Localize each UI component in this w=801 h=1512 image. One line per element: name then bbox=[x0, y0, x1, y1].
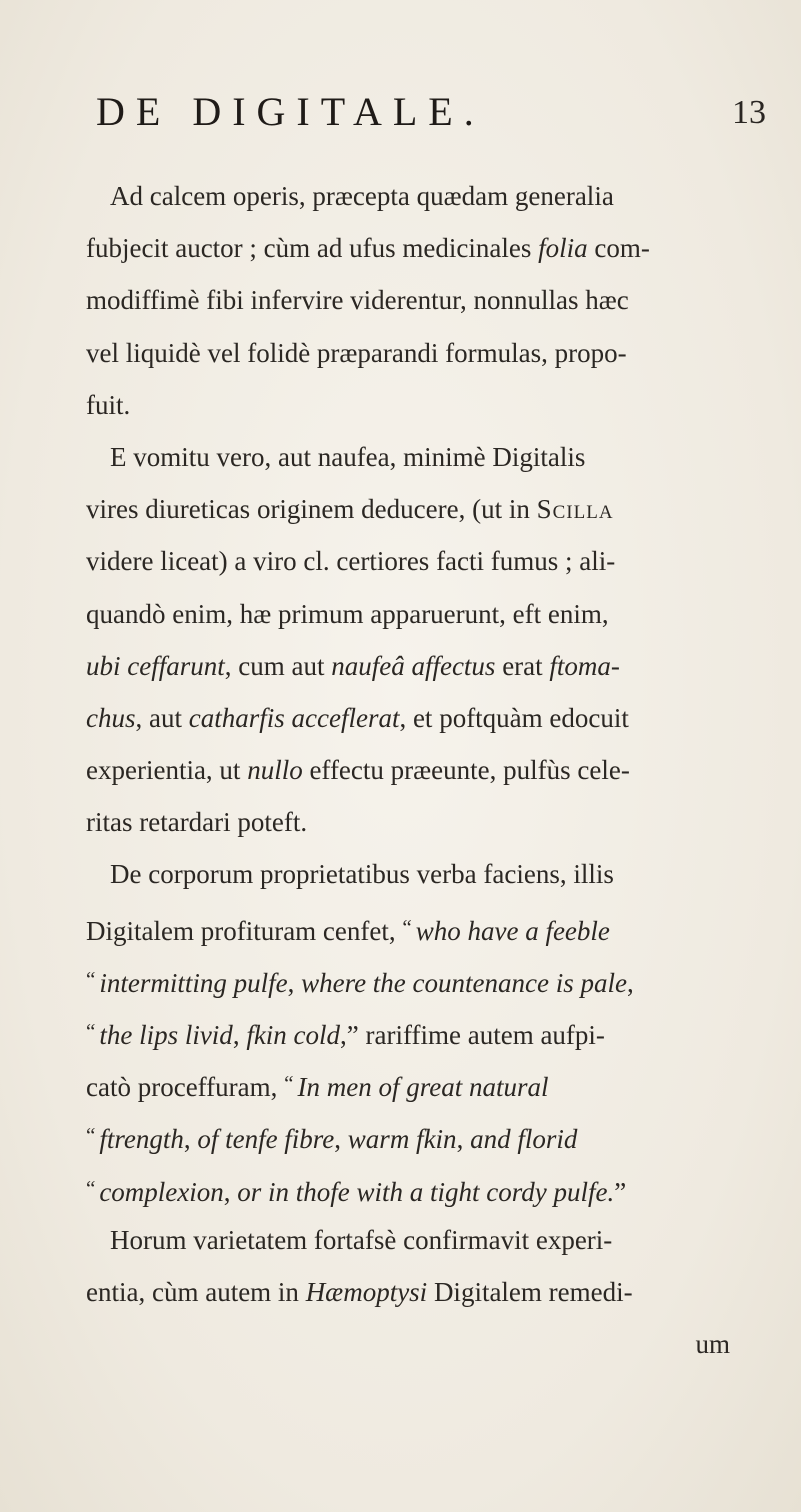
text-run: fuit. bbox=[86, 389, 131, 420]
italic-run: the lips livid bbox=[99, 1020, 233, 1050]
text-line bbox=[86, 222, 770, 274]
text-run: experientia, ut bbox=[86, 755, 248, 786]
text-run: , bbox=[334, 1124, 348, 1155]
text-line bbox=[86, 379, 770, 431]
italic-run: naufeâ affectus bbox=[331, 650, 496, 681]
text-run: De corporum proprietatibus verba faciens, illis bbox=[110, 859, 614, 890]
italic-run: catharfis acceflerat bbox=[188, 702, 400, 733]
text-run: , bbox=[232, 1020, 247, 1050]
text-run: Digitalem profituram cenfet, bbox=[86, 915, 403, 946]
text-run: , bbox=[223, 1176, 238, 1207]
text-run: ” bbox=[614, 1176, 627, 1207]
text-line bbox=[86, 274, 770, 326]
text-line bbox=[86, 744, 770, 796]
quote-mark: “ bbox=[86, 966, 96, 991]
page-number: 13 bbox=[732, 94, 766, 131]
italic-run: folia bbox=[538, 233, 588, 264]
running-head-title: DE DIGITALE. bbox=[96, 89, 485, 134]
text-run: quandò enim, hæ primum apparuerunt, eft enim, bbox=[86, 598, 609, 629]
italic-run: chus bbox=[86, 702, 136, 733]
text-run: erat bbox=[495, 650, 550, 681]
italic-run: intermitting pulfe bbox=[99, 967, 288, 998]
text-run: Horum varietatem fortafsè confirmavit experi- bbox=[110, 1224, 613, 1255]
text-line bbox=[110, 1318, 770, 1370]
text-run: , cum aut bbox=[224, 650, 332, 681]
text-line bbox=[110, 431, 770, 483]
text-run: um bbox=[695, 1329, 730, 1360]
text-run: com- bbox=[587, 233, 650, 264]
text-line bbox=[86, 692, 770, 744]
text-run: E vomitu vero, aut naufea, minimè Digitalis bbox=[110, 441, 586, 472]
text-run: entia, cùm autem in bbox=[86, 1276, 306, 1307]
text-run: Ad calcem operis, præcepta quædam generalia bbox=[110, 181, 614, 211]
text-line bbox=[86, 1162, 770, 1214]
text-run: videre liceat) a viro cl. certiores facti fumus ; ali- bbox=[86, 546, 616, 577]
text-run: Scilla bbox=[536, 494, 614, 525]
text-line bbox=[86, 1109, 770, 1161]
text-line bbox=[86, 535, 770, 587]
italic-run: and florid bbox=[470, 1124, 578, 1155]
italic-run: warm fkin bbox=[347, 1124, 457, 1155]
text-run: catò proceffuram, bbox=[86, 1072, 285, 1103]
italic-run: ubi ceffarunt bbox=[86, 650, 225, 681]
text-line bbox=[86, 483, 770, 535]
italic-run: complexion bbox=[99, 1176, 224, 1207]
quote-mark: “ bbox=[86, 1175, 96, 1200]
text-run: vel liquidè vel folidè præparandi formulas, propo- bbox=[86, 337, 627, 368]
text-run: ,” rariffime autem aufpi- bbox=[340, 1020, 605, 1050]
italic-run: fkin cold bbox=[246, 1020, 341, 1050]
text-run: , bbox=[456, 1124, 471, 1155]
italic-run: nullo bbox=[247, 755, 303, 786]
text-run: , bbox=[287, 967, 302, 998]
text-run: , et poftquàm edocuit bbox=[399, 702, 629, 733]
italic-run: ftoma- bbox=[549, 650, 620, 681]
text-line bbox=[86, 588, 770, 640]
italic-run: ftrength bbox=[99, 1124, 184, 1155]
text-line bbox=[86, 1005, 770, 1057]
text-run: effectu præeunte, pulfùs cele- bbox=[302, 755, 630, 786]
text-line bbox=[86, 796, 770, 848]
running-head bbox=[96, 88, 766, 138]
text-run: ritas retardari poteft. bbox=[86, 807, 308, 838]
italic-run: where the countenance is pale bbox=[301, 967, 627, 998]
text-line bbox=[86, 327, 770, 379]
quote-mark: “ bbox=[284, 1071, 294, 1096]
text-line bbox=[86, 953, 770, 1005]
text-line bbox=[110, 848, 770, 900]
text-run: fubjecit auctor ; cùm ad ufus medicinales bbox=[86, 233, 539, 264]
text-run: , bbox=[183, 1124, 198, 1155]
text-line bbox=[110, 170, 770, 222]
text-run: , aut bbox=[135, 702, 189, 733]
quote-mark: “ bbox=[86, 1019, 96, 1043]
italic-run: In men of great natural bbox=[297, 1072, 549, 1103]
text-run: vires diureticas originem deducere, (ut in bbox=[86, 494, 537, 525]
text-line bbox=[86, 640, 770, 692]
italic-run: who have a feeble bbox=[415, 915, 610, 946]
body-text bbox=[86, 170, 770, 1370]
text-run: modiffimè fibi infervire viderentur, nonnullas hæc bbox=[86, 285, 629, 316]
italic-run: or in thofe with a tight cordy pulfe. bbox=[237, 1176, 615, 1207]
quote-mark: “ bbox=[86, 1123, 96, 1148]
italic-run: Hæmoptysi bbox=[305, 1276, 428, 1307]
text-run: Digitalem remedi- bbox=[427, 1276, 633, 1307]
text-line bbox=[86, 1057, 770, 1109]
text-line bbox=[86, 1266, 770, 1318]
italic-run: of tenfe fibre bbox=[197, 1124, 335, 1155]
text-run: , bbox=[626, 967, 634, 998]
quote-mark: “ bbox=[402, 914, 412, 939]
text-line bbox=[86, 901, 770, 953]
text-line bbox=[110, 1214, 770, 1266]
